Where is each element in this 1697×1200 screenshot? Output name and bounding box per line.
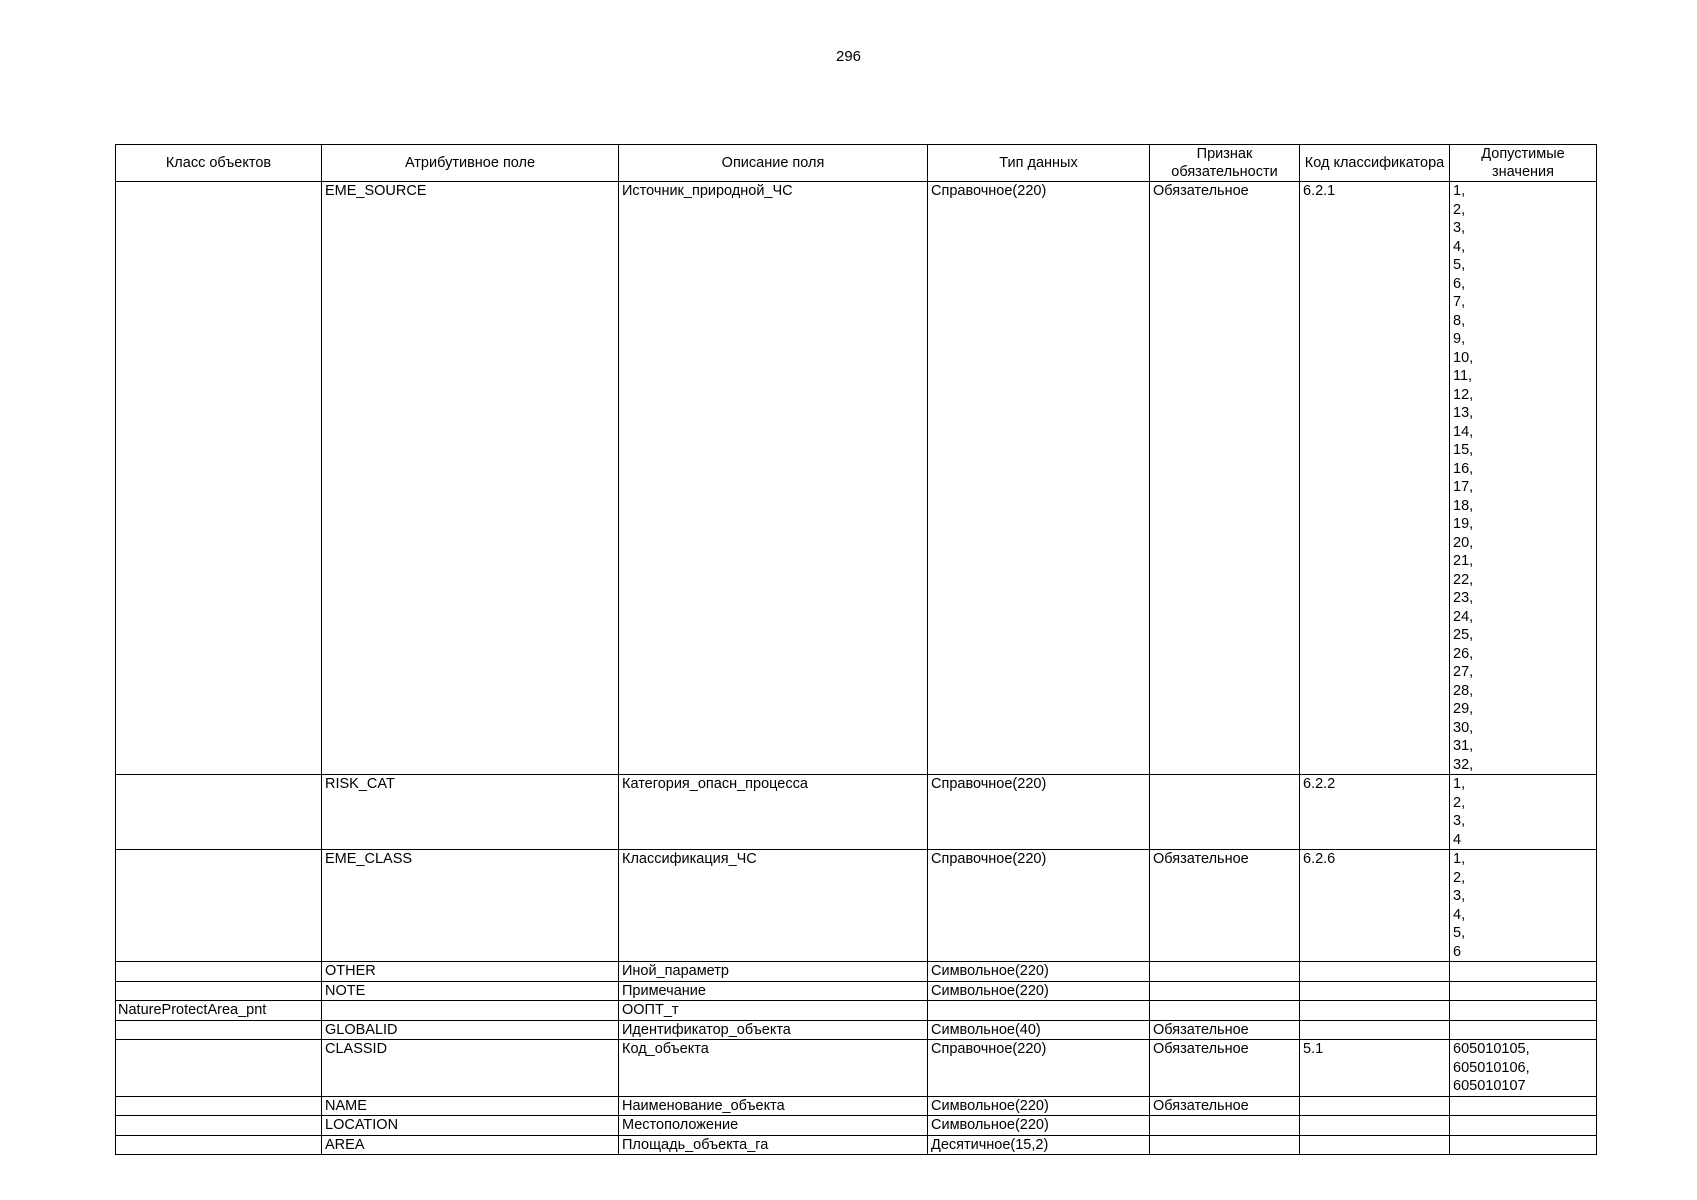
field-description-cell: Идентификатор_объекта: [619, 1020, 928, 1040]
attribute-field-cell: CLASSID: [322, 1040, 619, 1097]
allowed-values-cell: 1, 2, 3, 4: [1450, 775, 1597, 850]
attribute-field-cell: RISK_CAT: [322, 775, 619, 850]
allowed-values-cell: [1450, 962, 1597, 982]
table-row: [116, 962, 1597, 982]
header-classifier-code: Код классификатора: [1300, 145, 1450, 182]
header-object-class: Класс объектов: [116, 145, 322, 182]
allowed-values-cell: 1, 2, 3, 4, 5, 6: [1450, 850, 1597, 962]
required-flag-cell: [1150, 981, 1300, 1001]
object-class-cell: [116, 962, 322, 982]
allowed-values-cell: 605010105, 605010106, 605010107: [1450, 1040, 1597, 1097]
attribute-field-cell: NAME: [322, 1096, 619, 1116]
required-flag-cell: Обязательное: [1150, 850, 1300, 962]
classifier-code-cell: [1300, 1020, 1450, 1040]
header-attribute-field: Атрибутивное поле: [322, 145, 619, 182]
attribute-field-cell: EME_SOURCE: [322, 182, 619, 775]
attribute-field-cell: OTHER: [322, 962, 619, 982]
data-type-cell: [928, 1001, 1150, 1021]
required-flag-cell: Обязательное: [1150, 1020, 1300, 1040]
attribute-field-cell: LOCATION: [322, 1116, 619, 1136]
attribute-field-cell: NOTE: [322, 981, 619, 1001]
table-row: [116, 850, 1597, 962]
data-type-cell: Символьное(220): [928, 1116, 1150, 1136]
data-type-cell: Справочное(220): [928, 1040, 1150, 1097]
field-description-cell: Площадь_объекта_га: [619, 1135, 928, 1155]
table-row: [116, 1116, 1597, 1136]
object-class-cell: [116, 1096, 322, 1116]
required-flag-cell: Обязательное: [1150, 1096, 1300, 1116]
object-class-cell: [116, 981, 322, 1001]
classifier-code-cell: 6.2.1: [1300, 182, 1450, 775]
classifier-code-cell: 6.2.6: [1300, 850, 1450, 962]
classifier-code-cell: 5.1: [1300, 1040, 1450, 1097]
field-description-cell: Классификация_ЧС: [619, 850, 928, 962]
header-field-description: Описание поля: [619, 145, 928, 182]
field-description-cell: Иной_параметр: [619, 962, 928, 982]
table-row: [116, 775, 1597, 850]
table-header: [116, 145, 1597, 182]
data-type-cell: Символьное(220): [928, 962, 1150, 982]
classifier-code-cell: [1300, 962, 1450, 982]
classifier-code-cell: [1300, 1116, 1450, 1136]
classifier-code-cell: [1300, 1096, 1450, 1116]
data-type-cell: Справочное(220): [928, 850, 1150, 962]
object-class-cell: [116, 1135, 322, 1155]
required-flag-cell: [1150, 1116, 1300, 1136]
data-type-cell: Символьное(220): [928, 981, 1150, 1001]
allowed-values-cell: [1450, 1135, 1597, 1155]
data-type-cell: Десятичное(15,2): [928, 1135, 1150, 1155]
data-type-cell: Справочное(220): [928, 775, 1150, 850]
required-flag-cell: [1150, 962, 1300, 982]
attribute-table: [115, 144, 1597, 1155]
allowed-values-cell: [1450, 1116, 1597, 1136]
field-description-cell: Источник_природной_ЧС: [619, 182, 928, 775]
table-row: [116, 1096, 1597, 1116]
allowed-values-cell: [1450, 1020, 1597, 1040]
allowed-values-cell: 1, 2, 3, 4, 5, 6, 7, 8, 9, 10, 11, 12, 13, 14, 15, 16, 17, 18, 19, 20, 21, 22, 23, 24, 25, 26, 27, 28, 29, 30, 31, 32,: [1450, 182, 1597, 775]
field-description-cell: Категория_опасн_процесса: [619, 775, 928, 850]
field-description-cell: ООПТ_т: [619, 1001, 928, 1021]
data-type-cell: Символьное(220): [928, 1096, 1150, 1116]
object-class-cell: [116, 1116, 322, 1136]
allowed-values-cell: [1450, 1001, 1597, 1021]
table-body: [116, 182, 1597, 1155]
data-type-cell: Справочное(220): [928, 182, 1150, 775]
classifier-code-cell: [1300, 1001, 1450, 1021]
table-row: [116, 182, 1597, 775]
required-flag-cell: [1150, 1001, 1300, 1021]
classifier-code-cell: 6.2.2: [1300, 775, 1450, 850]
table-row: [116, 1040, 1597, 1097]
page-number: 296: [835, 48, 862, 65]
object-class-cell: [116, 1020, 322, 1040]
allowed-values-cell: [1450, 981, 1597, 1001]
header-data-type: Тип данных: [928, 145, 1150, 182]
object-class-cell: [116, 850, 322, 962]
required-flag-cell: [1150, 1135, 1300, 1155]
attribute-field-cell: [322, 1001, 619, 1021]
required-flag-cell: [1150, 775, 1300, 850]
table-row: [116, 1135, 1597, 1155]
classifier-code-cell: [1300, 981, 1450, 1001]
object-class-cell: [116, 1040, 322, 1097]
header-row: [116, 145, 1597, 182]
field-description-cell: Код_объекта: [619, 1040, 928, 1097]
table-row: [116, 1001, 1597, 1021]
object-class-cell: NatureProtectArea_pnt: [116, 1001, 322, 1021]
object-class-cell: [116, 182, 322, 775]
attribute-field-cell: GLOBALID: [322, 1020, 619, 1040]
attribute-field-cell: AREA: [322, 1135, 619, 1155]
required-flag-cell: Обязательное: [1150, 1040, 1300, 1097]
header-allowed-values: Допустимые значения: [1450, 145, 1597, 182]
object-class-cell: [116, 775, 322, 850]
allowed-values-cell: [1450, 1096, 1597, 1116]
attribute-field-cell: EME_CLASS: [322, 850, 619, 962]
required-flag-cell: Обязательное: [1150, 182, 1300, 775]
table-row: [116, 1020, 1597, 1040]
header-required-flag: Признак обязательности: [1150, 145, 1300, 182]
field-description-cell: Наименование_объекта: [619, 1096, 928, 1116]
field-description-cell: Примечание: [619, 981, 928, 1001]
data-type-cell: Символьное(40): [928, 1020, 1150, 1040]
table-row: [116, 981, 1597, 1001]
classifier-code-cell: [1300, 1135, 1450, 1155]
field-description-cell: Местоположение: [619, 1116, 928, 1136]
